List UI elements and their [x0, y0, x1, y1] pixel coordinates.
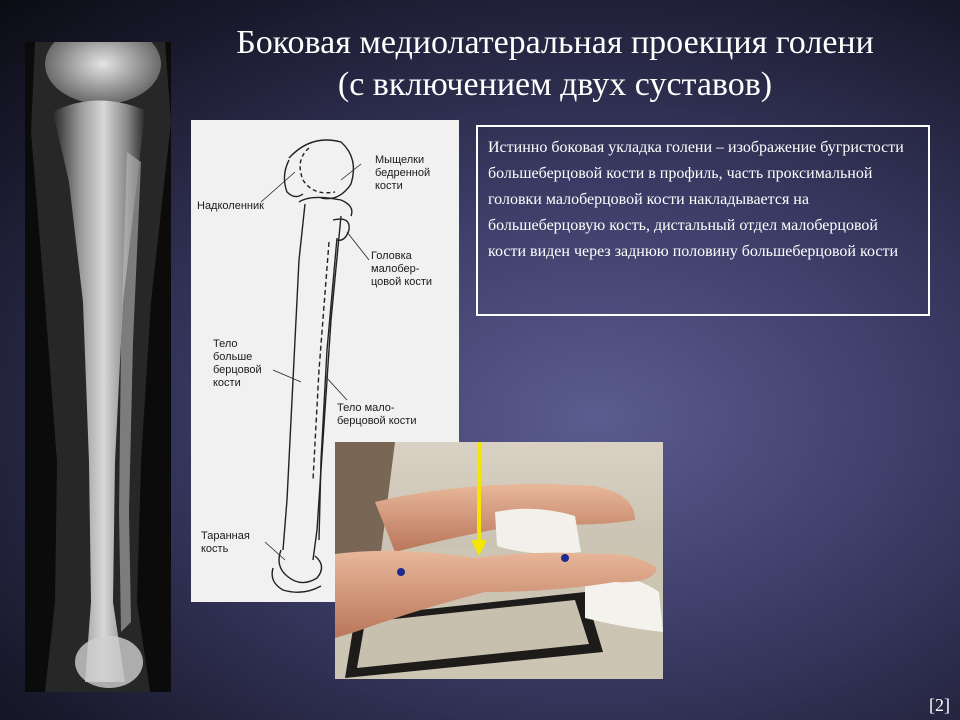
label-fibula-head: Головка малобер- цовой кости [371, 250, 433, 288]
landmark-marker [561, 554, 569, 562]
landmark-marker [397, 568, 405, 576]
leg-positioning-drawing [335, 442, 663, 679]
label-patella: Надколенник [197, 200, 264, 212]
slide-title-line-1: Боковая медиолатеральная проекция голени [236, 24, 874, 61]
positioning-photo [335, 442, 663, 679]
label-talus: Таранная кость [201, 530, 250, 555]
xray-leg-drawing [25, 42, 171, 692]
reference-marker: [2] [929, 695, 950, 715]
label-femoral-condyles: Мыщелки бедренной кости [375, 154, 431, 192]
label-fibula-body: Тело мало- берцовой кости [337, 402, 417, 427]
description-box [476, 125, 930, 316]
description-text: Истинно боковая укладка голени – изображение бугристости большеберцовой кости в профиль, часть проксимальной головки малоберцовой кости накладывается на большеберцовую кость, дистальный отдел малоберцовой кости виден через заднюю половину большеберцовой кости [488, 139, 904, 260]
slide-title [190, 22, 920, 106]
xray-image [25, 42, 171, 692]
slide-title-line-2: (с включением двух суставов) [337, 66, 773, 103]
label-tibia-body: Тело больше берцовой кости [213, 338, 262, 389]
